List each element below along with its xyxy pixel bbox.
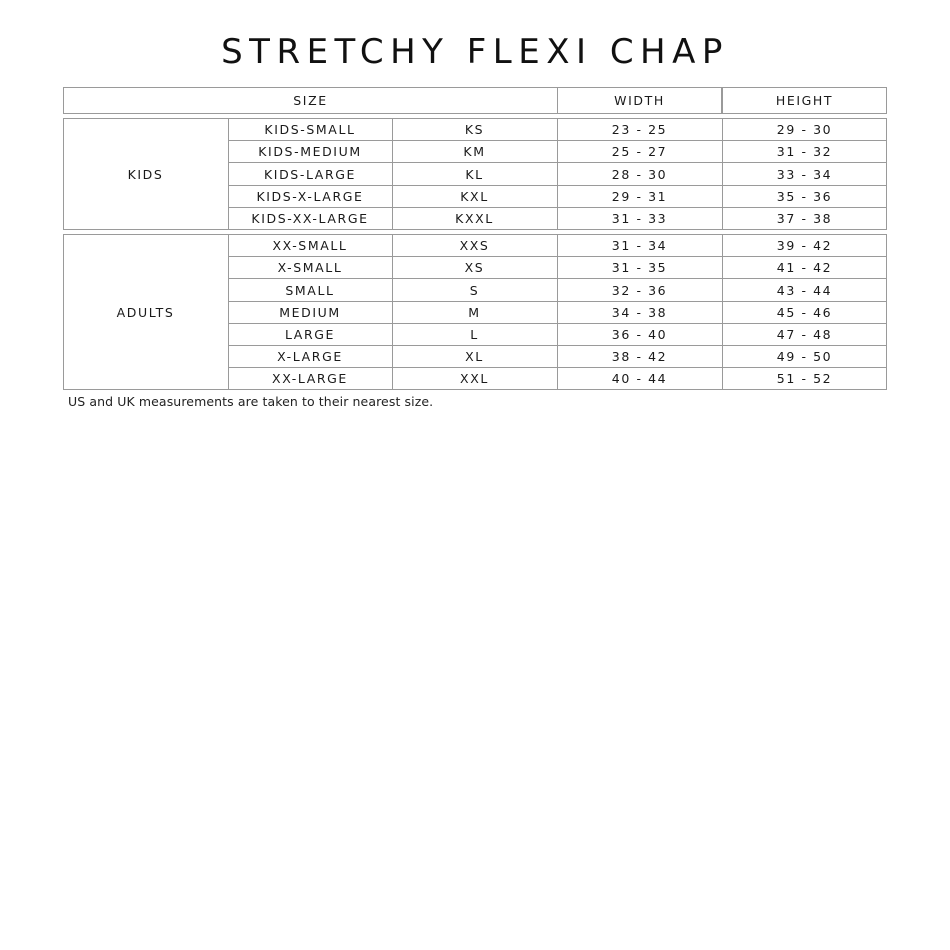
width-range-cell: 31 - 33	[611, 211, 668, 226]
height-range-cell: 29 - 30	[776, 122, 833, 137]
size-code-cell: XS	[464, 260, 485, 275]
size-name-cell: KIDS-X-LARGE	[256, 189, 364, 204]
size-name-cell: KIDS-MEDIUM	[258, 144, 362, 159]
width-range-cell: 23 - 25	[611, 122, 668, 137]
width-range-cell: 38 - 42	[611, 349, 668, 364]
size-name-cell: LARGE	[284, 327, 336, 342]
height-range-cell: 33 - 34	[776, 166, 833, 182]
size-name-cell: KIDS-SMALL	[264, 122, 356, 137]
height-range-cell: 47 - 48	[776, 327, 833, 342]
width-range-cell: 31 - 35	[611, 260, 668, 275]
width-range-cell: 34 - 38	[611, 305, 668, 320]
size-name-cell: KIDS-XX-LARGE	[251, 211, 369, 226]
size-name-cell: X-LARGE	[277, 349, 343, 364]
width-range-cell: 32 - 36	[611, 282, 668, 298]
width-range-cell: 40 - 44	[611, 371, 668, 386]
size-code-cell: KXXL	[455, 211, 494, 226]
size-name-cell: XX-LARGE	[272, 371, 348, 386]
header-width-label: WIDTH	[614, 93, 665, 108]
width-range-cell: 36 - 40	[611, 327, 668, 342]
height-range-cell: 41 - 42	[776, 260, 833, 275]
size-code-cell: KS	[464, 122, 485, 137]
height-range-cell: 37 - 38	[776, 211, 833, 226]
height-range-cell: 49 - 50	[776, 349, 833, 364]
size-code-cell: XXS	[459, 238, 490, 253]
size-code-cell: XL	[465, 349, 484, 364]
width-range-cell: 29 - 31	[611, 189, 668, 204]
size-name-cell: MEDIUM	[279, 305, 341, 320]
size-code-cell: M	[468, 305, 481, 320]
height-range-cell: 39 - 42	[776, 238, 833, 253]
page-title: STRETCHY FLEXI CHAP	[221, 32, 729, 72]
height-range-cell: 51 - 52	[776, 371, 833, 386]
width-range-cell: 31 - 34	[611, 238, 668, 253]
size-code-cell: KL	[465, 166, 484, 182]
size-code-cell: KM	[463, 144, 486, 159]
header-height-label: HEIGHT	[775, 93, 834, 108]
group-label: ADULTS	[116, 304, 175, 320]
size-name-cell: X-SMALL	[277, 260, 343, 275]
height-range-cell: 35 - 36	[776, 189, 833, 204]
size-name-cell: XX-SMALL	[272, 238, 348, 253]
size-code-cell: KXL	[460, 189, 489, 204]
size-code-cell: S	[469, 282, 480, 298]
size-name-cell: KIDS-LARGE	[263, 166, 357, 182]
size-code-cell: L	[470, 327, 479, 342]
height-range-cell: 31 - 32	[776, 144, 833, 159]
width-range-cell: 25 - 27	[611, 144, 668, 159]
size-name-cell: SMALL	[285, 282, 335, 298]
footnote: US and UK measurements are taken to their nearest size.	[68, 394, 434, 409]
size-code-cell: XXL	[460, 371, 489, 386]
header-size-label: SIZE	[293, 93, 328, 108]
width-range-cell: 28 - 30	[611, 166, 668, 182]
height-range-cell: 45 - 46	[776, 305, 833, 320]
group-label: KIDS	[127, 166, 164, 182]
height-range-cell: 43 - 44	[776, 282, 833, 298]
